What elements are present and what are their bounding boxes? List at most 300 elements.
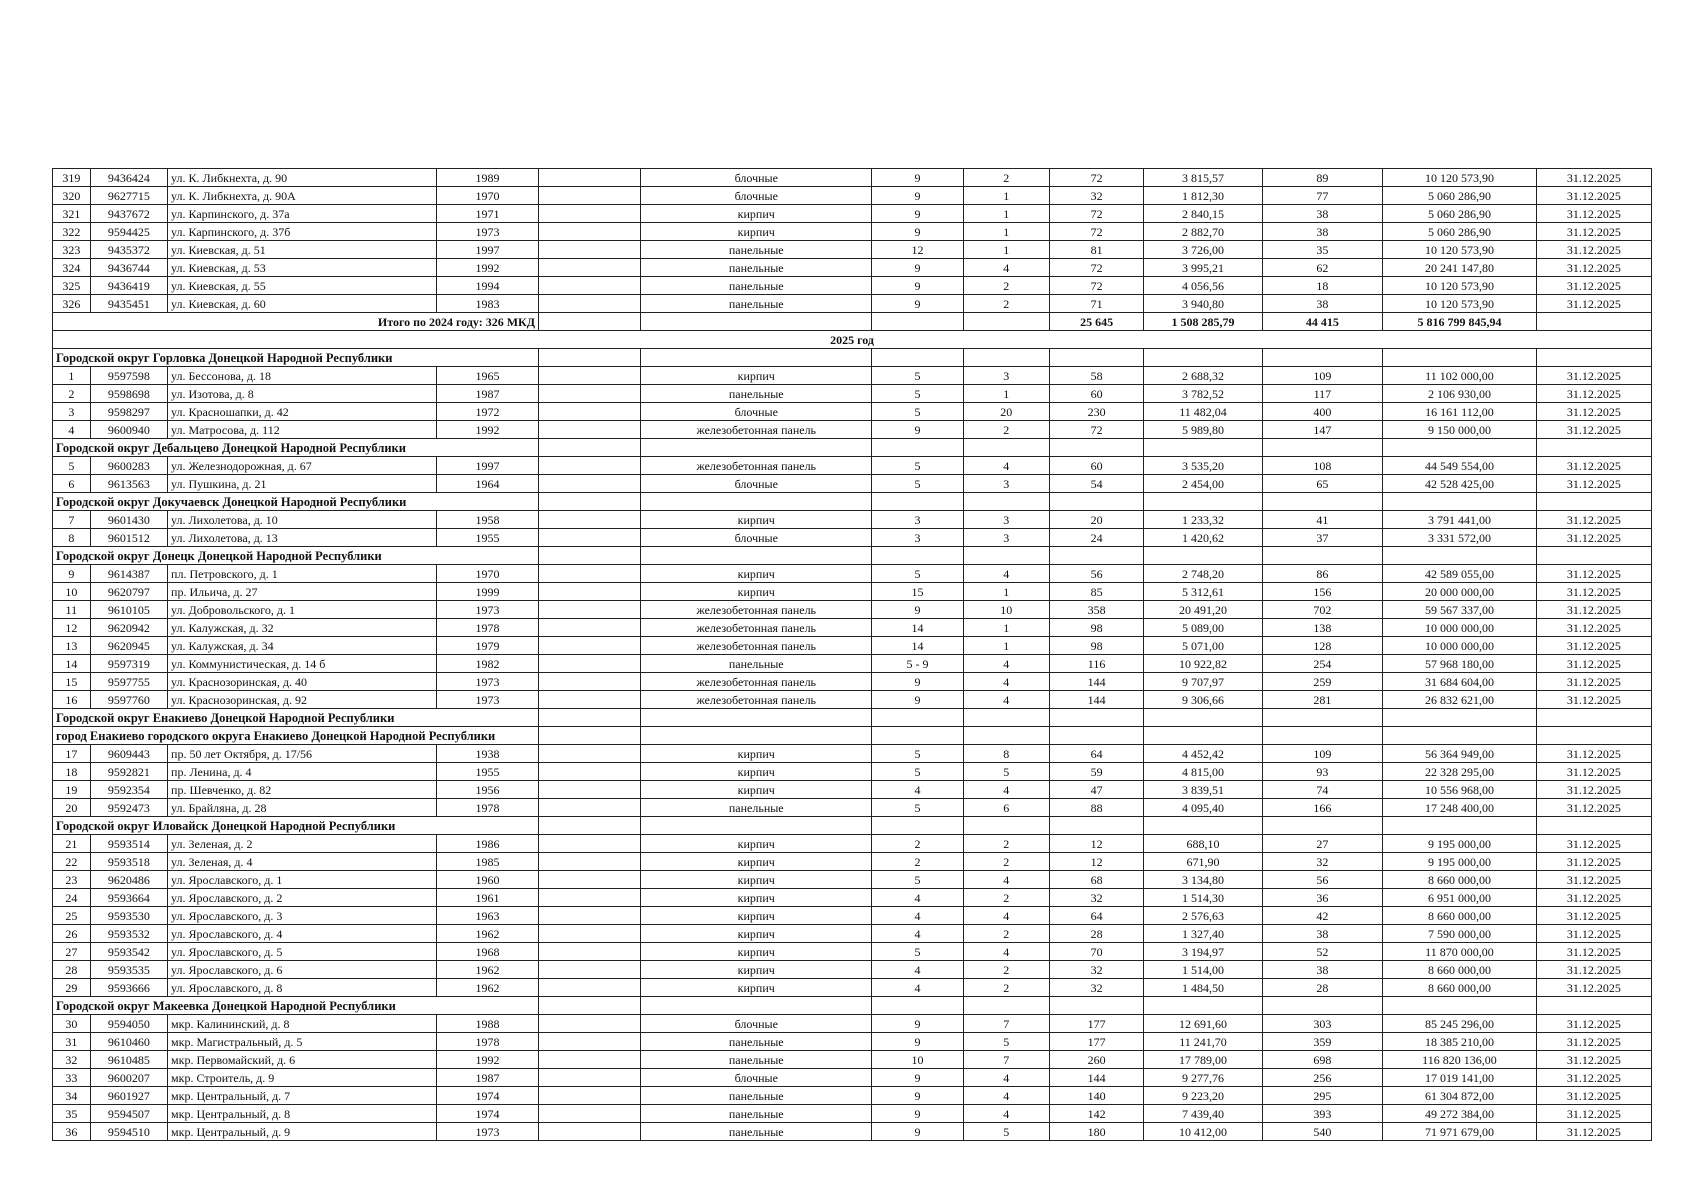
cell-wall-material: блочные [641, 475, 872, 493]
total-residents: 44 415 [1262, 313, 1382, 331]
cell-empty-cell [539, 871, 641, 889]
cell-address: ул. Ярославского, д. 8 [168, 979, 437, 997]
cell-apartments: 24 [1049, 529, 1144, 547]
empty-cell [1049, 547, 1144, 565]
empty-cell [872, 817, 963, 835]
empty-cell [963, 727, 1049, 745]
cell-address: ул. Киевская, д. 60 [168, 295, 437, 313]
cell-area: 9 277,76 [1144, 1069, 1262, 1087]
cell-year-built: 1956 [436, 781, 538, 799]
cell-entrances: 2 [963, 169, 1049, 187]
empty-cell [1383, 727, 1537, 745]
cell-cost: 85 245 296,00 [1383, 1015, 1537, 1033]
cell-floors: 4 [872, 781, 963, 799]
cell-year-built: 1961 [436, 889, 538, 907]
cell-year-built: 1992 [436, 259, 538, 277]
cell-entrances: 1 [963, 223, 1049, 241]
cell-row-number: 3 [53, 403, 91, 421]
cell-apartments: 60 [1049, 385, 1144, 403]
cell-cost: 49 272 384,00 [1383, 1105, 1537, 1123]
empty-cell [1262, 547, 1382, 565]
table-row [53, 925, 1652, 943]
cell-deadline-date: 31.12.2025 [1536, 871, 1651, 889]
empty-cell [872, 997, 963, 1015]
cell-row-number: 10 [53, 583, 91, 601]
cell-year-built: 1964 [436, 475, 538, 493]
cell-floors: 5 [872, 745, 963, 763]
empty-cell [539, 547, 641, 565]
cell-row-number: 25 [53, 907, 91, 925]
cell-cost: 18 385 210,00 [1383, 1033, 1537, 1051]
region-title: Городской округ Горловка Донецкой Народной Республики [53, 349, 539, 367]
cell-floors: 5 [872, 403, 963, 421]
cell-cost: 31 684 604,00 [1383, 673, 1537, 691]
cell-residents: 698 [1262, 1051, 1382, 1069]
cell-address: ул. Добровольского, д. 1 [168, 601, 437, 619]
cell-apartments: 144 [1049, 691, 1144, 709]
empty-cell [963, 313, 1049, 331]
cell-row-number: 19 [53, 781, 91, 799]
cell-wall-material: кирпич [641, 565, 872, 583]
cell-empty-cell [539, 565, 641, 583]
region-title: Городской округ Докучаевск Донецкой Народной Республики [53, 493, 539, 511]
cell-row-number: 7 [53, 511, 91, 529]
cell-wall-material: кирпич [641, 943, 872, 961]
cell-wall-material: железобетонная панель [641, 457, 872, 475]
cell-residents: 38 [1262, 223, 1382, 241]
region-header-row [53, 547, 1652, 565]
cell-residents: 108 [1262, 457, 1382, 475]
cell-deadline-date: 31.12.2025 [1536, 745, 1651, 763]
cell-residents: 166 [1262, 799, 1382, 817]
cell-cost: 8 660 000,00 [1383, 979, 1537, 997]
cell-house-id: 9594425 [90, 223, 167, 241]
cell-apartments: 70 [1049, 943, 1144, 961]
cell-cost: 10 120 573,90 [1383, 295, 1537, 313]
cell-area: 3 535,20 [1144, 457, 1262, 475]
cell-wall-material: кирпич [641, 511, 872, 529]
cell-deadline-date: 31.12.2025 [1536, 799, 1651, 817]
cell-apartments: 68 [1049, 871, 1144, 889]
cell-address: мкр. Центральный, д. 7 [168, 1087, 437, 1105]
cell-year-built: 1974 [436, 1087, 538, 1105]
cell-row-number: 33 [53, 1069, 91, 1087]
cell-house-id: 9597755 [90, 673, 167, 691]
cell-row-number: 28 [53, 961, 91, 979]
cell-area: 5 312,61 [1144, 583, 1262, 601]
cell-house-id: 9620797 [90, 583, 167, 601]
cell-year-built: 1938 [436, 745, 538, 763]
cell-empty-cell [539, 529, 641, 547]
region-title: Городской округ Макеевка Донецкой Народной Республики [53, 997, 539, 1015]
cell-floors: 3 [872, 529, 963, 547]
cell-house-id: 9593535 [90, 961, 167, 979]
cell-entrances: 3 [963, 367, 1049, 385]
cell-address: ул. Краснозоринская, д. 92 [168, 691, 437, 709]
cell-wall-material: кирпич [641, 835, 872, 853]
table-row [53, 979, 1652, 997]
empty-cell [1536, 997, 1651, 1015]
empty-cell [1383, 349, 1537, 367]
table-row [53, 583, 1652, 601]
cell-entrances: 2 [963, 889, 1049, 907]
cell-floors: 5 [872, 763, 963, 781]
cell-apartments: 260 [1049, 1051, 1144, 1069]
cell-house-id: 9592354 [90, 781, 167, 799]
cell-floors: 9 [872, 601, 963, 619]
cell-deadline-date: 31.12.2025 [1536, 241, 1651, 259]
cell-area: 4 095,40 [1144, 799, 1262, 817]
cell-area: 3 995,21 [1144, 259, 1262, 277]
cell-row-number: 27 [53, 943, 91, 961]
cell-row-number: 326 [53, 295, 91, 313]
cell-address: ул. Красношапки, д. 42 [168, 403, 437, 421]
cell-row-number: 24 [53, 889, 91, 907]
cell-address: ул. Калужская, д. 32 [168, 619, 437, 637]
empty-cell [963, 709, 1049, 727]
cell-apartments: 81 [1049, 241, 1144, 259]
cell-wall-material: железобетонная панель [641, 619, 872, 637]
cell-empty-cell [539, 799, 641, 817]
cell-year-built: 1965 [436, 367, 538, 385]
cell-wall-material: кирпич [641, 979, 872, 997]
cell-deadline-date: 31.12.2025 [1536, 853, 1651, 871]
total-row [53, 313, 1652, 331]
cell-empty-cell [539, 745, 641, 763]
cell-deadline-date: 31.12.2025 [1536, 277, 1651, 295]
cell-deadline-date: 31.12.2025 [1536, 457, 1651, 475]
cell-year-built: 1962 [436, 925, 538, 943]
cell-year-built: 1970 [436, 565, 538, 583]
cell-empty-cell [539, 1105, 641, 1123]
cell-row-number: 319 [53, 169, 91, 187]
cell-wall-material: панельные [641, 241, 872, 259]
cell-floors: 4 [872, 961, 963, 979]
cell-residents: 38 [1262, 925, 1382, 943]
cell-residents: 147 [1262, 421, 1382, 439]
cell-cost: 8 660 000,00 [1383, 907, 1537, 925]
cell-apartments: 64 [1049, 907, 1144, 925]
cell-floors: 9 [872, 295, 963, 313]
empty-cell [1383, 817, 1537, 835]
cell-address: ул. Карпинского, д. 37а [168, 205, 437, 223]
cell-floors: 2 [872, 853, 963, 871]
cell-empty-cell [539, 169, 641, 187]
cell-row-number: 11 [53, 601, 91, 619]
table-row [53, 403, 1652, 421]
cell-deadline-date: 31.12.2025 [1536, 421, 1651, 439]
cell-area: 3 726,00 [1144, 241, 1262, 259]
housing-table [52, 168, 1652, 1141]
cell-year-built: 1963 [436, 907, 538, 925]
cell-residents: 259 [1262, 673, 1382, 691]
cell-residents: 256 [1262, 1069, 1382, 1087]
cell-wall-material: железобетонная панель [641, 421, 872, 439]
cell-house-id: 9593666 [90, 979, 167, 997]
cell-residents: 35 [1262, 241, 1382, 259]
cell-entrances: 2 [963, 277, 1049, 295]
cell-row-number: 36 [53, 1123, 91, 1141]
cell-year-built: 1974 [436, 1105, 538, 1123]
cell-area: 671,90 [1144, 853, 1262, 871]
cell-address: мкр. Калининский, д. 8 [168, 1015, 437, 1033]
cell-entrances: 8 [963, 745, 1049, 763]
cell-area: 1 233,32 [1144, 511, 1262, 529]
cell-deadline-date: 31.12.2025 [1536, 385, 1651, 403]
cell-apartments: 32 [1049, 979, 1144, 997]
empty-cell [1262, 439, 1382, 457]
cell-apartments: 20 [1049, 511, 1144, 529]
cell-empty-cell [539, 385, 641, 403]
cell-house-id: 9613563 [90, 475, 167, 493]
cell-empty-cell [539, 1015, 641, 1033]
empty-cell [1536, 709, 1651, 727]
table-row [53, 367, 1652, 385]
cell-year-built: 1978 [436, 799, 538, 817]
cell-apartments: 72 [1049, 169, 1144, 187]
cell-deadline-date: 31.12.2025 [1536, 943, 1651, 961]
empty-cell [872, 727, 963, 745]
cell-floors: 14 [872, 637, 963, 655]
cell-floors: 2 [872, 835, 963, 853]
empty-cell [539, 817, 641, 835]
cell-floors: 5 [872, 943, 963, 961]
cell-entrances: 5 [963, 1123, 1049, 1141]
table-row [53, 853, 1652, 871]
cell-wall-material: кирпич [641, 223, 872, 241]
empty-cell [539, 349, 641, 367]
cell-address: ул. Киевская, д. 51 [168, 241, 437, 259]
cell-address: ул. Изотова, д. 8 [168, 385, 437, 403]
cell-area: 11 241,70 [1144, 1033, 1262, 1051]
cell-address: ул. Калужская, д. 34 [168, 637, 437, 655]
cell-wall-material: кирпич [641, 205, 872, 223]
cell-house-id: 9435451 [90, 295, 167, 313]
table-row [53, 943, 1652, 961]
cell-house-id: 9593542 [90, 943, 167, 961]
cell-address: ул. Матросова, д. 112 [168, 421, 437, 439]
cell-entrances: 4 [963, 259, 1049, 277]
total-label: Итого по 2024 году: 326 МКД [53, 313, 539, 331]
empty-cell [963, 547, 1049, 565]
cell-house-id: 9610460 [90, 1033, 167, 1051]
cell-deadline-date: 31.12.2025 [1536, 835, 1651, 853]
cell-empty-cell [539, 979, 641, 997]
cell-deadline-date: 31.12.2025 [1536, 691, 1651, 709]
cell-entrances: 2 [963, 835, 1049, 853]
cell-entrances: 4 [963, 1105, 1049, 1123]
cell-cost: 10 120 573,90 [1383, 277, 1537, 295]
cell-area: 1 327,40 [1144, 925, 1262, 943]
empty-cell [1049, 709, 1144, 727]
empty-cell [539, 439, 641, 457]
table-body [53, 169, 1652, 1141]
cell-deadline-date: 31.12.2025 [1536, 403, 1651, 421]
cell-deadline-date: 31.12.2025 [1536, 925, 1651, 943]
cell-house-id: 9600207 [90, 1069, 167, 1087]
cell-floors: 9 [872, 1069, 963, 1087]
cell-row-number: 1 [53, 367, 91, 385]
empty-cell [1049, 439, 1144, 457]
cell-residents: 41 [1262, 511, 1382, 529]
cell-entrances: 10 [963, 601, 1049, 619]
empty-cell [641, 439, 872, 457]
cell-apartments: 177 [1049, 1033, 1144, 1051]
cell-residents: 77 [1262, 187, 1382, 205]
table-row [53, 475, 1652, 493]
cell-apartments: 12 [1049, 835, 1144, 853]
cell-entrances: 3 [963, 529, 1049, 547]
cell-residents: 62 [1262, 259, 1382, 277]
cell-residents: 303 [1262, 1015, 1382, 1033]
table-row [53, 1123, 1652, 1141]
cell-address: ул. Ярославского, д. 5 [168, 943, 437, 961]
cell-year-built: 1973 [436, 673, 538, 691]
cell-cost: 5 060 286,90 [1383, 205, 1537, 223]
cell-area: 20 491,20 [1144, 601, 1262, 619]
cell-address: ул. Зеленая, д. 2 [168, 835, 437, 853]
cell-wall-material: панельные [641, 385, 872, 403]
cell-floors: 9 [872, 205, 963, 223]
cell-house-id: 9601927 [90, 1087, 167, 1105]
cell-address: ул. Киевская, д. 53 [168, 259, 437, 277]
cell-apartments: 88 [1049, 799, 1144, 817]
cell-deadline-date: 31.12.2025 [1536, 1015, 1651, 1033]
cell-area: 7 439,40 [1144, 1105, 1262, 1123]
cell-cost: 10 556 968,00 [1383, 781, 1537, 799]
cell-area: 1 484,50 [1144, 979, 1262, 997]
cell-empty-cell [539, 925, 641, 943]
cell-area: 12 691,60 [1144, 1015, 1262, 1033]
cell-apartments: 54 [1049, 475, 1144, 493]
cell-cost: 42 589 055,00 [1383, 565, 1537, 583]
cell-deadline-date: 31.12.2025 [1536, 223, 1651, 241]
cell-deadline-date: 31.12.2025 [1536, 979, 1651, 997]
cell-row-number: 8 [53, 529, 91, 547]
cell-apartments: 47 [1049, 781, 1144, 799]
cell-deadline-date: 31.12.2025 [1536, 259, 1651, 277]
cell-deadline-date: 31.12.2025 [1536, 367, 1651, 385]
cell-empty-cell [539, 673, 641, 691]
cell-apartments: 140 [1049, 1087, 1144, 1105]
cell-cost: 71 971 679,00 [1383, 1123, 1537, 1141]
cell-residents: 281 [1262, 691, 1382, 709]
cell-floors: 3 [872, 511, 963, 529]
cell-house-id: 9600283 [90, 457, 167, 475]
cell-empty-cell [539, 511, 641, 529]
cell-address: пр. 50 лет Октября, д. 17/56 [168, 745, 437, 763]
cell-entrances: 4 [963, 565, 1049, 583]
cell-apartments: 72 [1049, 277, 1144, 295]
cell-house-id: 9593532 [90, 925, 167, 943]
total-area: 1 508 285,79 [1144, 313, 1262, 331]
cell-deadline-date: 31.12.2025 [1536, 1087, 1651, 1105]
cell-cost: 3 331 572,00 [1383, 529, 1537, 547]
cell-cost: 10 000 000,00 [1383, 619, 1537, 637]
cell-area: 1 514,30 [1144, 889, 1262, 907]
cell-cost: 56 364 949,00 [1383, 745, 1537, 763]
cell-empty-cell [539, 367, 641, 385]
cell-year-built: 1971 [436, 205, 538, 223]
cell-house-id: 9620486 [90, 871, 167, 889]
cell-entrances: 2 [963, 295, 1049, 313]
cell-year-built: 1999 [436, 583, 538, 601]
empty-cell [641, 997, 872, 1015]
cell-house-id: 9597319 [90, 655, 167, 673]
empty-cell [1049, 493, 1144, 511]
region-title: город Енакиево городского округа Енакиево Донецкой Народной Республики [53, 727, 539, 745]
cell-area: 2 454,00 [1144, 475, 1262, 493]
cell-entrances: 4 [963, 691, 1049, 709]
cell-apartments: 32 [1049, 961, 1144, 979]
cell-address: ул. Ярославского, д. 3 [168, 907, 437, 925]
cell-cost: 16 161 112,00 [1383, 403, 1537, 421]
empty-cell [1383, 493, 1537, 511]
cell-area: 2 840,15 [1144, 205, 1262, 223]
cell-deadline-date: 31.12.2025 [1536, 511, 1651, 529]
cell-area: 3 782,52 [1144, 385, 1262, 403]
cell-address: ул. Бессонова, д. 18 [168, 367, 437, 385]
cell-house-id: 9593518 [90, 853, 167, 871]
cell-residents: 32 [1262, 853, 1382, 871]
cell-row-number: 9 [53, 565, 91, 583]
cell-deadline-date: 31.12.2025 [1536, 601, 1651, 619]
empty-cell [1383, 997, 1537, 1015]
cell-apartments: 116 [1049, 655, 1144, 673]
cell-wall-material: блочные [641, 187, 872, 205]
cell-deadline-date: 31.12.2025 [1536, 673, 1651, 691]
cell-deadline-date: 31.12.2025 [1536, 475, 1651, 493]
cell-year-built: 1985 [436, 853, 538, 871]
cell-empty-cell [539, 943, 641, 961]
cell-cost: 20 241 147,80 [1383, 259, 1537, 277]
cell-row-number: 32 [53, 1051, 91, 1069]
empty-cell [539, 727, 641, 745]
cell-entrances: 1 [963, 187, 1049, 205]
empty-cell [539, 997, 641, 1015]
cell-empty-cell [539, 1051, 641, 1069]
cell-floors: 9 [872, 223, 963, 241]
cell-floors: 9 [872, 259, 963, 277]
cell-residents: 38 [1262, 961, 1382, 979]
cell-empty-cell [539, 1087, 641, 1105]
cell-house-id: 9610485 [90, 1051, 167, 1069]
cell-floors: 9 [872, 1105, 963, 1123]
cell-area: 11 482,04 [1144, 403, 1262, 421]
cell-cost: 44 549 554,00 [1383, 457, 1537, 475]
table-row [53, 619, 1652, 637]
cell-year-built: 1973 [436, 601, 538, 619]
cell-residents: 128 [1262, 637, 1382, 655]
total-apartments: 25 645 [1049, 313, 1144, 331]
cell-empty-cell [539, 619, 641, 637]
cell-deadline-date: 31.12.2025 [1536, 583, 1651, 601]
cell-year-built: 1955 [436, 529, 538, 547]
cell-empty-cell [539, 781, 641, 799]
table-row [53, 1069, 1652, 1087]
cell-address: мкр. Строитель, д. 9 [168, 1069, 437, 1087]
cell-residents: 38 [1262, 205, 1382, 223]
cell-empty-cell [539, 835, 641, 853]
cell-wall-material: панельные [641, 277, 872, 295]
cell-floors: 4 [872, 907, 963, 925]
table-row [53, 205, 1652, 223]
cell-apartments: 72 [1049, 259, 1144, 277]
cell-wall-material: панельные [641, 1123, 872, 1141]
cell-area: 10 922,82 [1144, 655, 1262, 673]
cell-residents: 86 [1262, 565, 1382, 583]
region-header-row [53, 817, 1652, 835]
